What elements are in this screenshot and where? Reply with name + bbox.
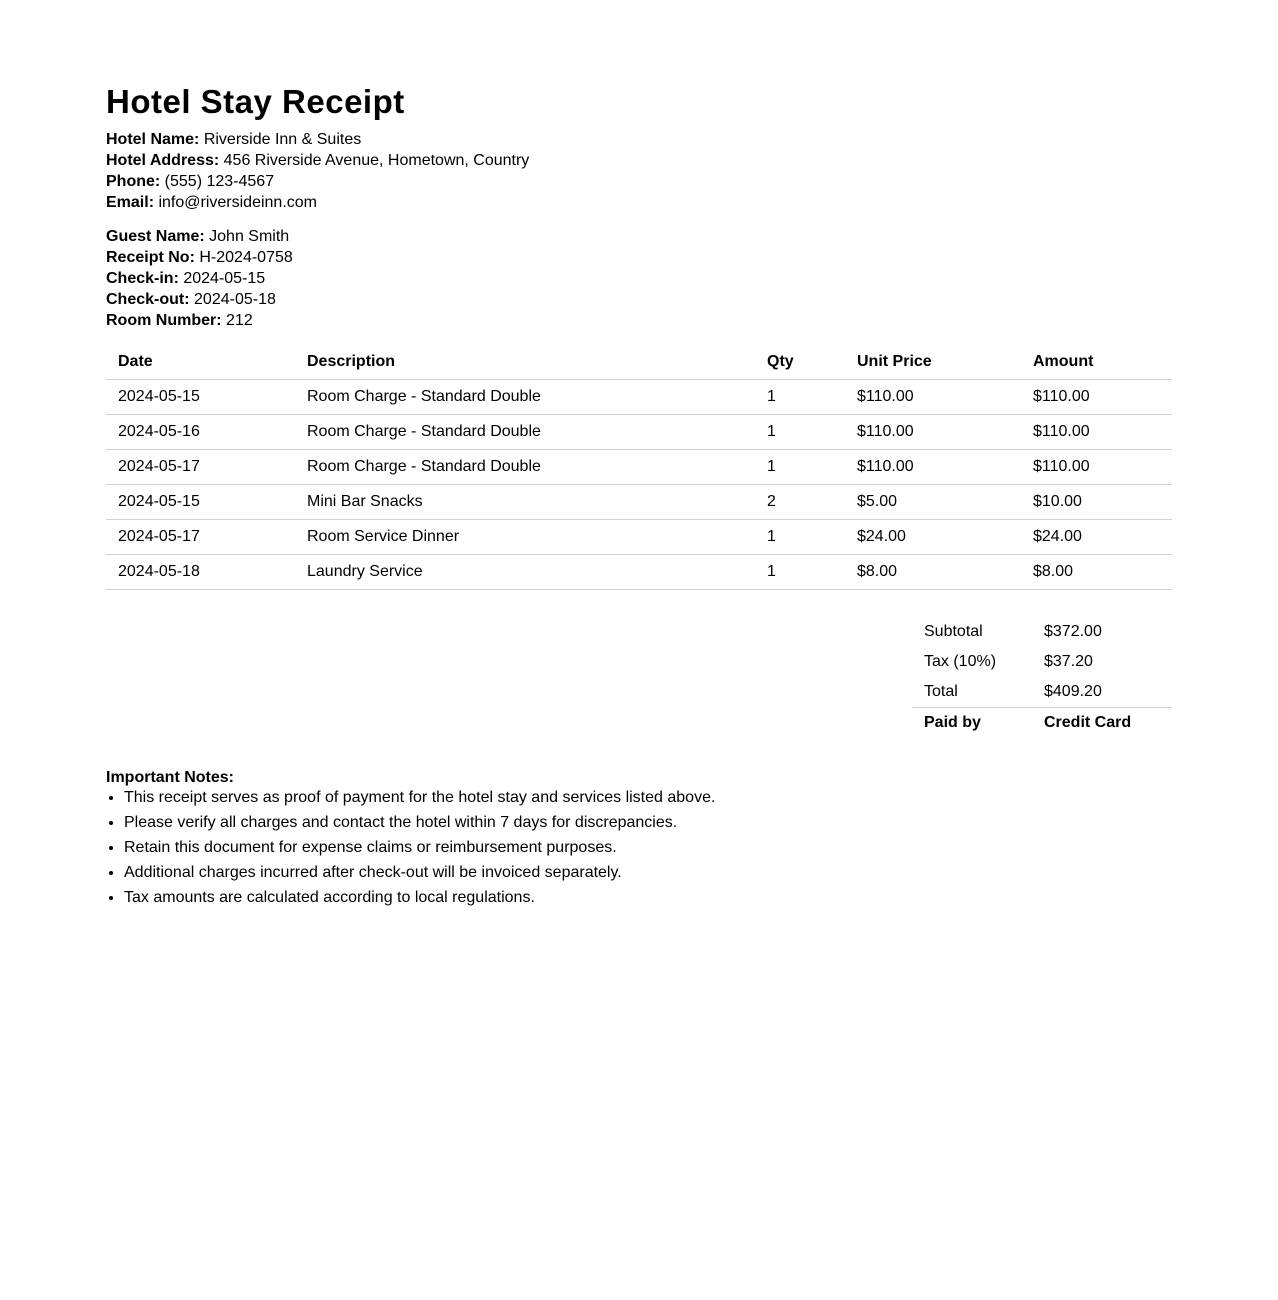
hotel-info (106, 129, 1172, 213)
header-unit-price: Unit Price (845, 344, 1021, 380)
tax-row (912, 647, 1172, 677)
cell-unit-price: $110.00 (845, 415, 1021, 450)
cell-description: Room Charge - Standard Double (295, 415, 755, 450)
list-item: • Retain this document for expense claims or reimbursement purposes. (124, 838, 1172, 858)
cell-date: 2024-05-17 (106, 450, 295, 485)
charges-table (106, 344, 1172, 590)
table-row (106, 380, 1172, 415)
checkin-line (106, 268, 1172, 289)
hotel-name-line (106, 129, 1172, 150)
notes-title: Important Notes: (106, 769, 234, 786)
header-qty: Qty (755, 344, 845, 380)
cell-date: 2024-05-18 (106, 555, 295, 590)
checkout-value: 2024-05-18 (194, 291, 276, 308)
header-date: Date (106, 344, 295, 380)
receipt-no-value: H-2024-0758 (199, 249, 293, 266)
receipt-no-label: Receipt No: (106, 249, 195, 266)
cell-qty: 1 (755, 380, 845, 415)
hotel-email-label: Email: (106, 194, 155, 211)
guest-name-value: John Smith (209, 228, 290, 245)
cell-amount: $110.00 (1021, 450, 1172, 485)
total-label: Total (924, 683, 958, 700)
paid-by-row (912, 708, 1172, 738)
table-row (106, 520, 1172, 555)
important-notes (106, 768, 1172, 908)
hotel-address-line (106, 150, 1172, 171)
cell-date: 2024-05-16 (106, 415, 295, 450)
cell-amount: $110.00 (1021, 380, 1172, 415)
hotel-email-value: info@riversideinn.com (158, 194, 317, 211)
list-item: • Tax amounts are calculated according to local regulations. (124, 888, 1172, 908)
guest-name-line (106, 226, 1172, 247)
cell-date: 2024-05-17 (106, 520, 295, 555)
cell-qty: 1 (755, 520, 845, 555)
subtotal-label: Subtotal (924, 623, 983, 640)
page-title: Hotel Stay Receipt (106, 83, 405, 120)
totals-table (912, 617, 1172, 737)
cell-qty: 1 (755, 415, 845, 450)
cell-amount: $24.00 (1021, 520, 1172, 555)
cell-unit-price: $110.00 (845, 380, 1021, 415)
charges-header-row (106, 344, 1172, 380)
checkin-label: Check-in: (106, 270, 179, 287)
cell-description: Laundry Service (295, 555, 755, 590)
checkout-label: Check-out: (106, 291, 190, 308)
notes-list (106, 788, 1172, 908)
table-row (106, 555, 1172, 590)
room-number-label: Room Number: (106, 312, 222, 329)
cell-qty: 2 (755, 485, 845, 520)
cell-description: Room Charge - Standard Double (295, 380, 755, 415)
checkin-value: 2024-05-15 (183, 270, 266, 287)
list-item: • Please verify all charges and contact the hotel within 7 days for discrepancies. (124, 813, 1172, 833)
room-number-value: 212 (226, 312, 253, 329)
hotel-address-label: Hotel Address: (106, 152, 220, 169)
paid-by-label: Paid by (912, 708, 1032, 738)
total-row (912, 677, 1172, 708)
guest-info (106, 226, 1172, 331)
cell-unit-price: $5.00 (845, 485, 1021, 520)
header-description: Description (295, 344, 755, 380)
header-amount: Amount (1021, 344, 1172, 380)
hotel-name-label: Hotel Name: (106, 131, 200, 148)
hotel-address-value: 456 Riverside Avenue, Hometown, Country (223, 152, 530, 169)
subtotal-row (912, 617, 1172, 647)
list-item: • This receipt serves as proof of payment for the hotel stay and services listed above. (124, 788, 1172, 808)
cell-amount: $10.00 (1021, 485, 1172, 520)
cell-unit-price: $110.00 (845, 450, 1021, 485)
table-row (106, 415, 1172, 450)
cell-description: Room Service Dinner (295, 520, 755, 555)
cell-description: Mini Bar Snacks (295, 485, 755, 520)
cell-unit-price: $24.00 (845, 520, 1021, 555)
hotel-email-line (106, 192, 1172, 213)
cell-amount: $8.00 (1021, 555, 1172, 590)
list-item: • Additional charges incurred after check-out will be invoiced separately. (124, 863, 1172, 883)
tax-value: $37.20 (1044, 653, 1093, 670)
hotel-phone-line (106, 171, 1172, 192)
total-value: $409.20 (1044, 683, 1102, 700)
hotel-phone-value: (555) 123-4567 (164, 173, 275, 190)
guest-name-label: Guest Name: (106, 228, 205, 245)
cell-unit-price: $8.00 (845, 555, 1021, 590)
checkout-line (106, 289, 1172, 310)
hotel-name-value: Riverside Inn & Suites (203, 131, 362, 148)
cell-date: 2024-05-15 (106, 485, 295, 520)
cell-amount: $110.00 (1021, 415, 1172, 450)
cell-date: 2024-05-15 (106, 380, 295, 415)
receipt-no-line (106, 247, 1172, 268)
table-row (106, 485, 1172, 520)
cell-description: Room Charge - Standard Double (295, 450, 755, 485)
cell-qty: 1 (755, 450, 845, 485)
paid-by-value: Credit Card (1032, 708, 1172, 738)
cell-qty: 1 (755, 555, 845, 590)
tax-label: Tax (10%) (924, 653, 997, 670)
table-row (106, 450, 1172, 485)
subtotal-value: $372.00 (1044, 623, 1102, 640)
totals-section (106, 617, 1172, 737)
hotel-phone-label: Phone: (106, 173, 161, 190)
room-number-line (106, 310, 1172, 331)
